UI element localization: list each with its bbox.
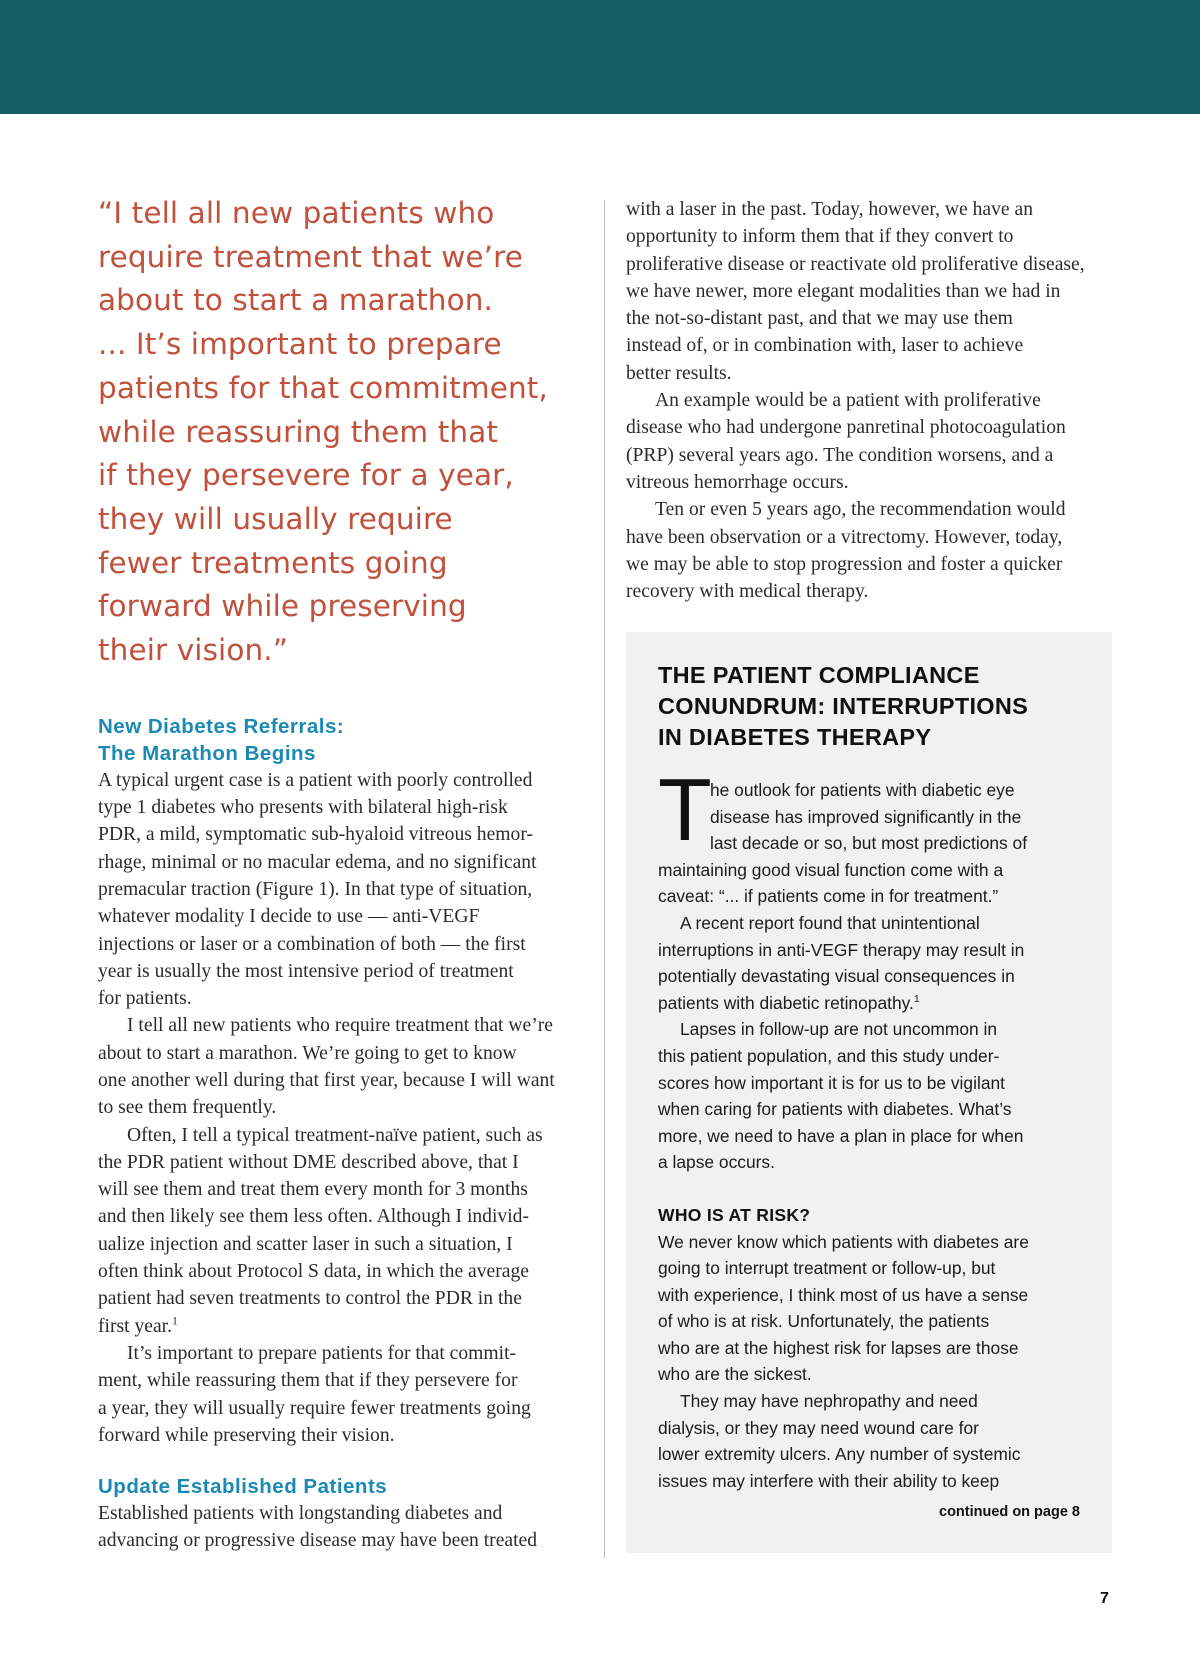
body-line: type 1 diabetes who presents with bilateral high-risk xyxy=(98,797,508,819)
body-line: and then likely see them less often. Although I individ- xyxy=(98,1206,529,1228)
sidebar-body xyxy=(658,777,1098,1494)
body-line: a lapse occurs. xyxy=(658,1152,775,1173)
body-line: I tell all new patients who require treatment that we’re xyxy=(127,1015,553,1037)
body-line: going to interrupt treatment or follow-up, but xyxy=(658,1258,996,1279)
header-bar xyxy=(0,0,1200,114)
body-line: An example would be a patient with proliferative xyxy=(655,390,1041,412)
body-text: first year. xyxy=(98,1315,172,1337)
body-line: whatever modality I decide to use — anti-VEGF xyxy=(98,906,480,928)
body-line: lower extremity ulcers. Any number of systemic xyxy=(658,1444,1021,1465)
body-line: for patients. xyxy=(98,988,192,1010)
body-line: with experience, I think most of us have a sense xyxy=(658,1284,1029,1305)
body-line: with a laser in the past. Today, however, we have an xyxy=(626,199,1033,220)
body-line: disease who had undergone panretinal photocoagulation xyxy=(626,417,1066,439)
body-line: proliferative disease or reactivate old proliferative disease, xyxy=(626,253,1085,275)
body-line: They may have nephropathy and need xyxy=(680,1391,978,1412)
heading-line: The Marathon Begins xyxy=(98,741,316,765)
body-line: recovery with medical therapy. xyxy=(626,581,869,603)
pull-quote-line: forward while preserving xyxy=(98,589,467,624)
body-line: rhage, minimal or no macular edema, and no significant xyxy=(98,851,537,873)
reference-marker: 1 xyxy=(172,1314,178,1328)
pull-quote-line: fewer treatments going xyxy=(98,545,448,580)
continued-note: continued on page 8 xyxy=(939,1504,1080,1520)
body-line: ualize injection and scatter laser in such a situation, I xyxy=(98,1233,513,1255)
body-line xyxy=(658,990,1098,1017)
body-line: interruptions in anti-VEGF therapy may result in xyxy=(658,939,1025,960)
pull-quote-line: require treatment that we’re xyxy=(98,239,523,274)
body-line: one another well during that first year, because I will want xyxy=(98,1070,555,1091)
heading-line: New Diabetes Referrals: xyxy=(98,714,345,738)
body-line: often think about Protocol S data, in which the average xyxy=(98,1261,529,1283)
body-line: of who is at risk. Unfortunately, the patients xyxy=(658,1311,990,1332)
right-column-text xyxy=(626,196,1110,605)
pull-quote-line: about to start a marathon. xyxy=(98,283,494,318)
body-line: he outlook for patients with diabetic eye xyxy=(710,780,1015,800)
body-line: vitreous hemorrhage occurs. xyxy=(626,471,849,493)
body-line: we may be able to stop progression and foster a quicker xyxy=(626,553,1063,575)
sidebar-title-line: THE PATIENT COMPLIANCE xyxy=(658,662,980,688)
body-line: We never know which patients with diabetes are xyxy=(658,1231,1029,1252)
body-line: who are at the highest risk for lapses are those xyxy=(658,1337,1019,1358)
body-line: caveat: “... if patients come in for treatment.” xyxy=(658,886,999,907)
pull-quote-line: patients for that commitment, xyxy=(98,370,548,405)
body-line xyxy=(98,1313,596,1340)
body-line: Ten or even 5 years ago, the recommendation would xyxy=(655,499,1066,521)
reference-marker: 1 xyxy=(913,993,920,1005)
pull-quote-line: while reassuring them that xyxy=(98,414,499,449)
body-line: patient had seven treatments to control the PDR in the xyxy=(98,1288,522,1310)
body-line: injections or laser or a combination of both — the first xyxy=(98,933,526,955)
column-divider xyxy=(604,200,605,1558)
body-line: to see them frequently. xyxy=(98,1097,277,1119)
sidebar-subheading: WHO IS AT RISK? xyxy=(658,1204,811,1225)
page-number: 7 xyxy=(1100,1590,1109,1607)
section-body-established xyxy=(98,1500,596,1555)
body-line: opportunity to inform them that if they convert to xyxy=(626,226,1014,248)
body-line: A recent report found that unintentional xyxy=(680,912,980,933)
body-line: last decade or so, but most predictions of xyxy=(710,833,1028,854)
body-line: Established patients with longstanding diabetes and xyxy=(98,1503,503,1525)
body-line: A typical urgent case is a patient with poorly controlled xyxy=(98,769,533,791)
body-line: dialysis, or they may need wound care for xyxy=(658,1417,979,1438)
pull-quote-line: ... It’s important to prepare xyxy=(98,327,502,362)
body-line: (PRP) several years ago. The condition worsens, and a xyxy=(626,444,1054,466)
body-line: a year, they will usually require fewer treatments going xyxy=(98,1397,531,1419)
body-text: patients with diabetic retinopathy. xyxy=(658,992,914,1013)
section-heading-established: Update Established Patients xyxy=(98,1475,388,1499)
body-line: better results. xyxy=(626,362,732,384)
body-line: have been observation or a vitrectomy. However, today, xyxy=(626,526,1063,548)
pull-quote-line: they will usually require xyxy=(98,501,453,536)
body-line: scores how important it is for us to be vigilant xyxy=(658,1072,1005,1093)
sidebar-box xyxy=(626,632,1112,1553)
body-line: instead of, or in combination with, laser to achieve xyxy=(626,335,1024,357)
section-heading-referrals xyxy=(98,713,596,767)
body-line: Lapses in follow-up are not uncommon in xyxy=(680,1019,998,1040)
body-line: more, we need to have a plan in place for when xyxy=(658,1125,1024,1146)
body-line: the not-so-distant past, and that we may use them xyxy=(626,308,1013,330)
body-line: PDR, a mild, symptomatic sub-hyaloid vitreous hemor- xyxy=(98,824,533,846)
body-line: premacular traction (Figure 1). In that type of situation, xyxy=(98,878,533,900)
body-line: maintaining good visual function come with a xyxy=(658,859,1004,880)
pull-quote xyxy=(98,192,596,673)
body-line: year is usually the most intensive period of treatment xyxy=(98,960,514,982)
body-line: about to start a marathon. We’re going to get to know xyxy=(98,1042,517,1064)
body-line: will see them and treat them every month for 3 months xyxy=(98,1179,528,1201)
body-line: issues may interfere with their ability to keep xyxy=(658,1470,1000,1491)
body-line: forward while preserving their vision. xyxy=(98,1424,395,1446)
sidebar-title-line: CONUNDRUM: INTERRUPTIONS xyxy=(658,693,1029,719)
drop-cap: T xyxy=(658,760,712,859)
sidebar-title xyxy=(658,660,1098,753)
body-line: disease has improved significantly in the xyxy=(710,806,1022,827)
body-line: when caring for patients with diabetes. What’s xyxy=(658,1099,1012,1120)
body-line: advancing or progressive disease may have been treated xyxy=(98,1530,538,1552)
body-line: It’s important to prepare patients for that commit- xyxy=(127,1342,517,1364)
pull-quote-line: their vision.” xyxy=(98,633,289,668)
sidebar-title-line: IN DIABETES THERAPY xyxy=(658,724,932,750)
body-line: who are the sickest. xyxy=(658,1364,812,1385)
pull-quote-line: “I tell all new patients who xyxy=(98,196,495,230)
body-line: this patient population, and this study under- xyxy=(658,1045,1000,1066)
body-line: Often, I tell a typical treatment-naïve patient, such as xyxy=(127,1124,543,1146)
body-line: we have newer, more elegant modalities than we had in xyxy=(626,280,1061,302)
section-body-referrals xyxy=(98,767,596,1449)
left-column xyxy=(98,192,596,1555)
body-line: ment, while reassuring them that if they persevere for xyxy=(98,1370,518,1392)
pull-quote-line: if they persevere for a year, xyxy=(98,458,514,493)
body-line: the PDR patient without DME described above, that I xyxy=(98,1151,519,1173)
body-line: potentially devastating visual consequences in xyxy=(658,966,1015,987)
